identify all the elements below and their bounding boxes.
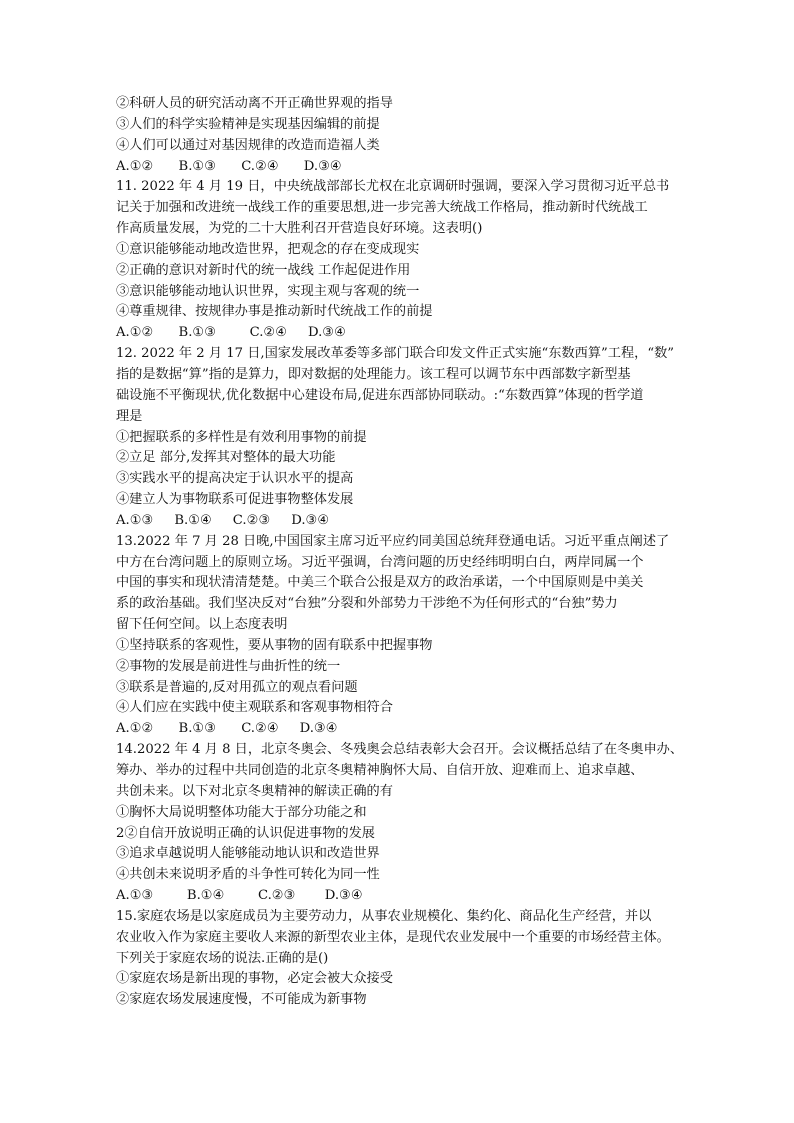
question-text: 共创未来。以下对北京冬奥精神的解读正确的有 [116,783,393,799]
question-text: 11. 2022 年 4 月 19 日，中央统战部部长尤权在北京调研时强调，要深入学习贯彻习近平总书 [116,179,670,195]
answer-options: A.①② B.①③ C.②④ D.③④ [116,325,346,341]
text-line: ④建立人为事物联系可促进事物整体发展 [116,492,354,508]
question-text: 12. 2022 年 2 月 17 日,国家发展改革委等多部门联合印发文件正式实施“东数西算”工程，“数” [116,346,675,362]
question-text: 中国的事实和现状清清楚楚。中美三个联合公报是双方的政治承诺，一个中国原则是中美关 [116,575,644,591]
answer-options: A.①③ B.①④ C.②③ D.③④ [116,512,330,528]
text-line: ③人们的科学实验精神是实现基因编辑的前提 [116,116,380,132]
text-line: 2②自信开放说明正确的认识促进事物的发展 [116,825,375,841]
text-line: ②家庭农场发展速度慢，不可能成为新事物 [116,992,367,1008]
text-line: ④尊重规律、按规律办事是推动新时代统战工作的前提 [116,304,433,320]
question-text: 理是 [116,408,143,424]
text-line: ②事物的发展是前进性与曲折性的统一 [116,658,341,674]
text-line: ①意识能够能动地改造世界，把观念的存在变成现实 [116,241,420,257]
text-line: ③联系是普遍的,反对用孤立的观点看问题 [116,679,358,695]
text-line: ③意识能够能动地认识世界，实现主观与客观的统一 [116,283,420,299]
document-page [116,94,686,1011]
text-line: ②立足 部分,发挥其对整体的最大功能 [116,450,336,466]
question-text: 15.家庭农场是以家庭成员为主要劳动力，从事农业规模化、集约化、商品化生产经营，并以 [116,908,652,924]
text-line: ④人们可以通过对基因规律的改造而造福人类 [116,137,380,153]
text-line: ②科研人员的研究活动离不开正确世界观的指导 [116,96,393,111]
question-text: 下列关于家庭农场的说法.正确的是() [116,950,329,966]
text-line: ③追求卓越说明人能够能动地认识和改造世界 [116,846,380,862]
question-text: 指的是数据“算”指的是算力，即对数据的处理能力。该工程可以调节东中西部数字新型基 [116,366,631,382]
text-line: ③实践水平的提高决定于认识水平的提高 [116,471,354,487]
question-text: 14.2022 年 4 月 8 日，北京冬奥会、冬残奥会总结表彰大会召开。会议概括总结了在冬奥申办、 [116,742,684,758]
answer-options: A.①③ B.①④ C.②③ D.③④ [116,888,363,904]
question-text: 13.2022 年 7 月 28 日晚,中国国家主席习近平应约同美国总统拜登通电话。习近平重点阐述了 [116,533,670,549]
question-text: 作高质量发展，为党的二十大胜利召开营造良好环境。这表明() [116,221,483,237]
question-text: 系的政治基础。我们坚决反对“台独”分裂和外部势力干涉绝不为任何形式的“台独”势力 [116,596,618,612]
text-line: ①坚持联系的客观性，要从事物的固有联系中把握事物 [116,637,433,653]
text-line: ①把握联系的多样性是有效利用事物的前提 [116,429,367,445]
answer-options: A.①② B.①③ C.②④ D.③④ [116,721,338,737]
text-line: ①家庭农场是新出现的事物，必定会被大众接受 [116,971,393,987]
text-line: ④人们应在实践中使主观联系和客观事物相符合 [116,700,393,716]
text-line: ①胸怀大局说明整体功能大于部分功能之和 [116,804,367,820]
text-line: ④共创未来说明矛盾的斗争性可转化为同一性 [116,867,380,883]
text-line: ②正确的意识对新时代的统一战线 工作起促进作用 [116,262,411,278]
question-text: 农业收入作为家庭主要收人来源的新型农业主体，是现代农业发展中一个重要的市场经营主体。 [116,929,670,945]
question-text: 留下任何空间。以上态度表明 [116,617,288,633]
question-text: 中方在台湾问题上的原则立场。习近平强调，台湾问题的历史经纬明明白白，两岸同属一个 [116,554,644,570]
question-text: 筹办、举办的过程中共同创造的北京冬奥精神胸怀大局、自信开放、迎难而上、追求卓越、 [116,763,644,778]
question-text: 记关于加强和改进统一战线工作的重要思想,进一步完善大统战工作格局，推动新时代统战工 [116,200,648,216]
question-text: 础设施不平衡现状,优化数据中心建设布局,促进东西部协同联动。:“东数西算”体现的哲学道 [116,387,644,403]
answer-options: A.①② B.①③ C.②④ D.③④ [116,158,342,174]
